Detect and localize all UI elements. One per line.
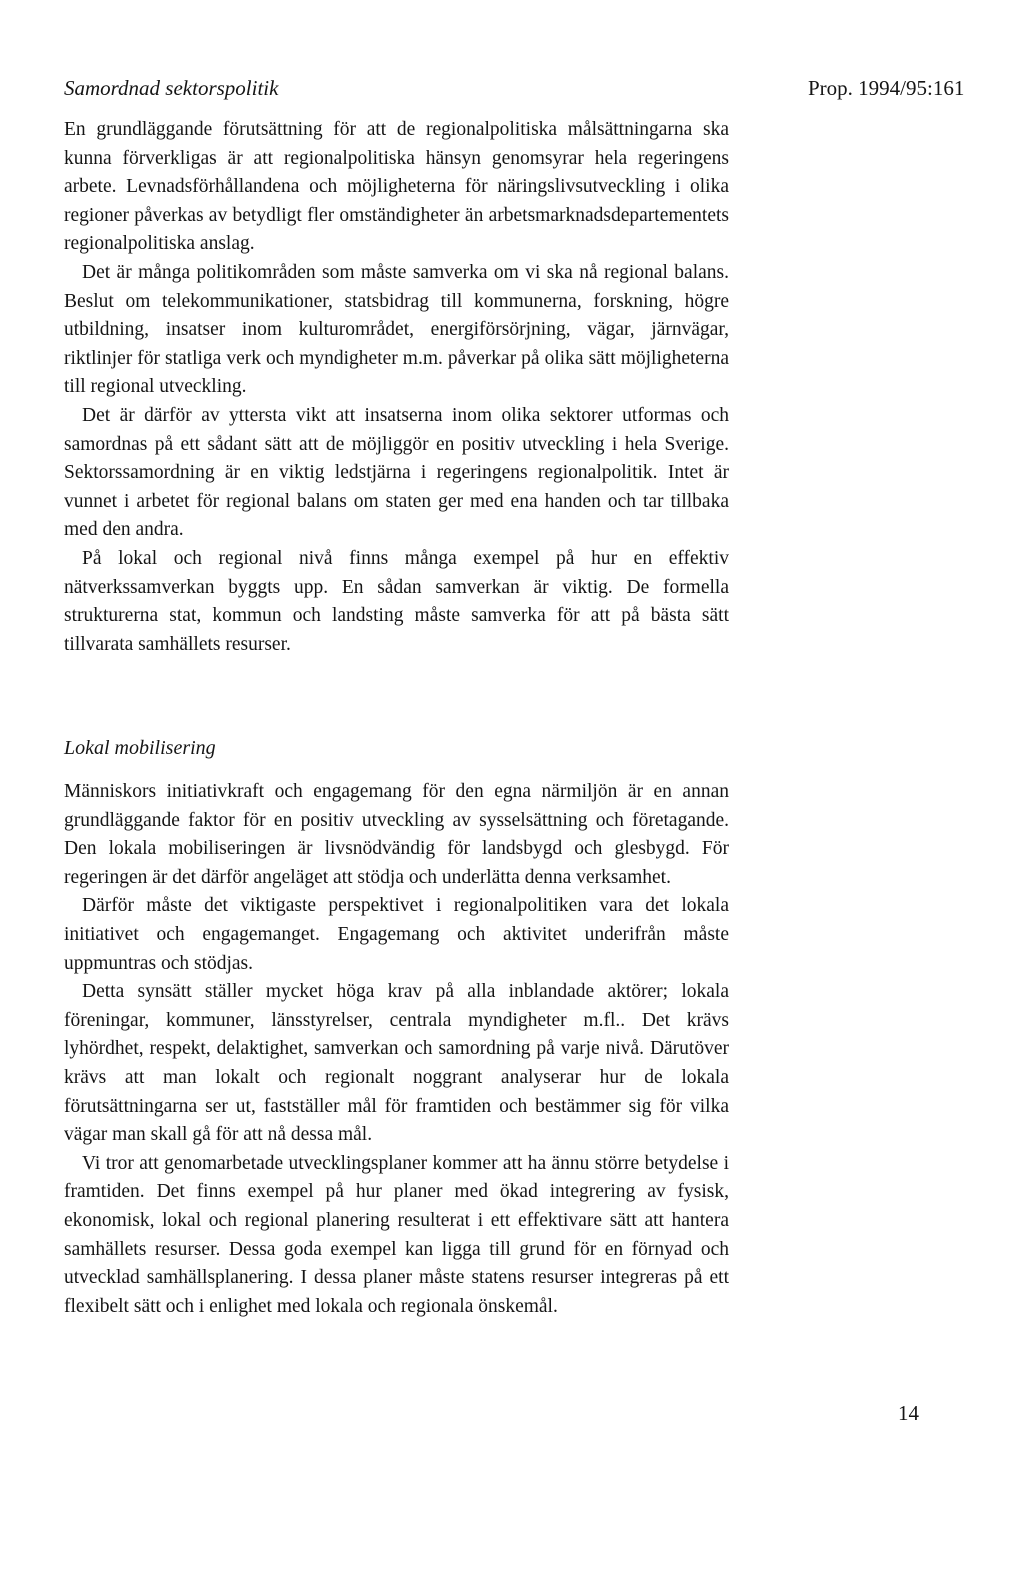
running-head: Samordnad sektorspolitik (64, 76, 279, 100)
paragraph: Därför måste det viktigaste perspektivet i regionalpolitiken vara det lokala initiativet och engagemanget. Engagemang och aktivitet underifrån måste uppmuntras och stödjas. (64, 895, 729, 974)
paragraph: Det är därför av yttersta vikt att insatserna inom olika sektorer utformas och samordnas på ett sådant sätt att de möjliggör en positiv utveckling i hela Sverige. Sektorssamordning är en viktig ledstjärna i regeringens regionalpolitik. Intet är vunnet i arbetet för regional balans om staten ger med ena handen och tar tillbaka med den andra. (64, 404, 729, 541)
page-number: 14 (898, 1401, 919, 1425)
paragraph: På lokal och regional nivå finns många exempel på hur en effektiv nätverkssamverkan byggts upp. En sådan samverkan är viktig. De formella strukturerna stat, kommun och landsting måste samverka för att på bästa sätt tillvarata samhällets resurser. (64, 547, 729, 655)
paragraph: Det är många politikområden som måste samverka om vi ska nå regional balans. Beslut om telekommunikationer, statsbidrag till kommunerna, forskning, högre utbildning, insatser inom kulturområdet, energiförsörjning, vägar, järnvägar, riktlinjer för statliga verk och myndigheter m.m. påverkar på olika sätt möjligheterna till regional utveckling. (64, 261, 729, 398)
paragraph: Vi tror att genomarbetade utvecklingsplaner kommer att ha ännu större betydelse i framtiden. Det finns exempel på hur planer med ökad integrering av fysisk, ekonomisk, lokal och regional planering resulterat i ett effektivare sätt att hantera samhällets resurser. Dessa goda exempel kan ligga till grund för en förnyad och utvecklad samhällsplanering. I dessa planer måste statens resurser integreras på ett flexibelt sätt och i enlighet med lokala och regionala önskemål. (64, 1152, 729, 1317)
section-sektorspolitik-body (64, 116, 729, 659)
paragraph: En grundläggande förutsättning för att de regionalpolitiska målsättningarna ska kunna förverkligas är att regionalpolitiska hänsyn genomsyrar hela regeringens arbete. Levnadsförhållandena och möjligheterna för näringslivsutveckling i olika regioner påverkas av betydligt fler omständigheter än arbetsmarknadsdepartementets regionalpolitiska anslag. (64, 119, 729, 255)
paragraph: Människors initiativkraft och engagemang för den egna närmiljön är en annan grundläggande faktor för en positiv utveckling av sysselsättning och företagande. Den lokala mobiliseringen är livsnödvändig för landsbygd och glesbygd. För regeringen är det därför angeläget att stödja och underlätta denna verksamhet. (64, 781, 729, 888)
paragraph: Detta synsätt ställer mycket höga krav på alla inblandade aktörer; lokala föreningar, kommuner, länsstyrelser, centrala myndigheter m.fl.. Det krävs lyhördhet, respekt, delaktighet, samverkan och samordning på varje nivå. Därutöver krävs att man lokalt och regionalt noggrant analyserar hur de lokala förutsättningarna ser ut, fastställer mål för framtiden och bestämmer sig för vilka vägar man skall gå för att nå dessa mål. (64, 981, 729, 1146)
section-heading: Lokal mobilisering (64, 737, 216, 759)
section-lokal-mobilisering-body (64, 778, 729, 1321)
proposition-number: Prop. 1994/95:161 (808, 76, 965, 100)
